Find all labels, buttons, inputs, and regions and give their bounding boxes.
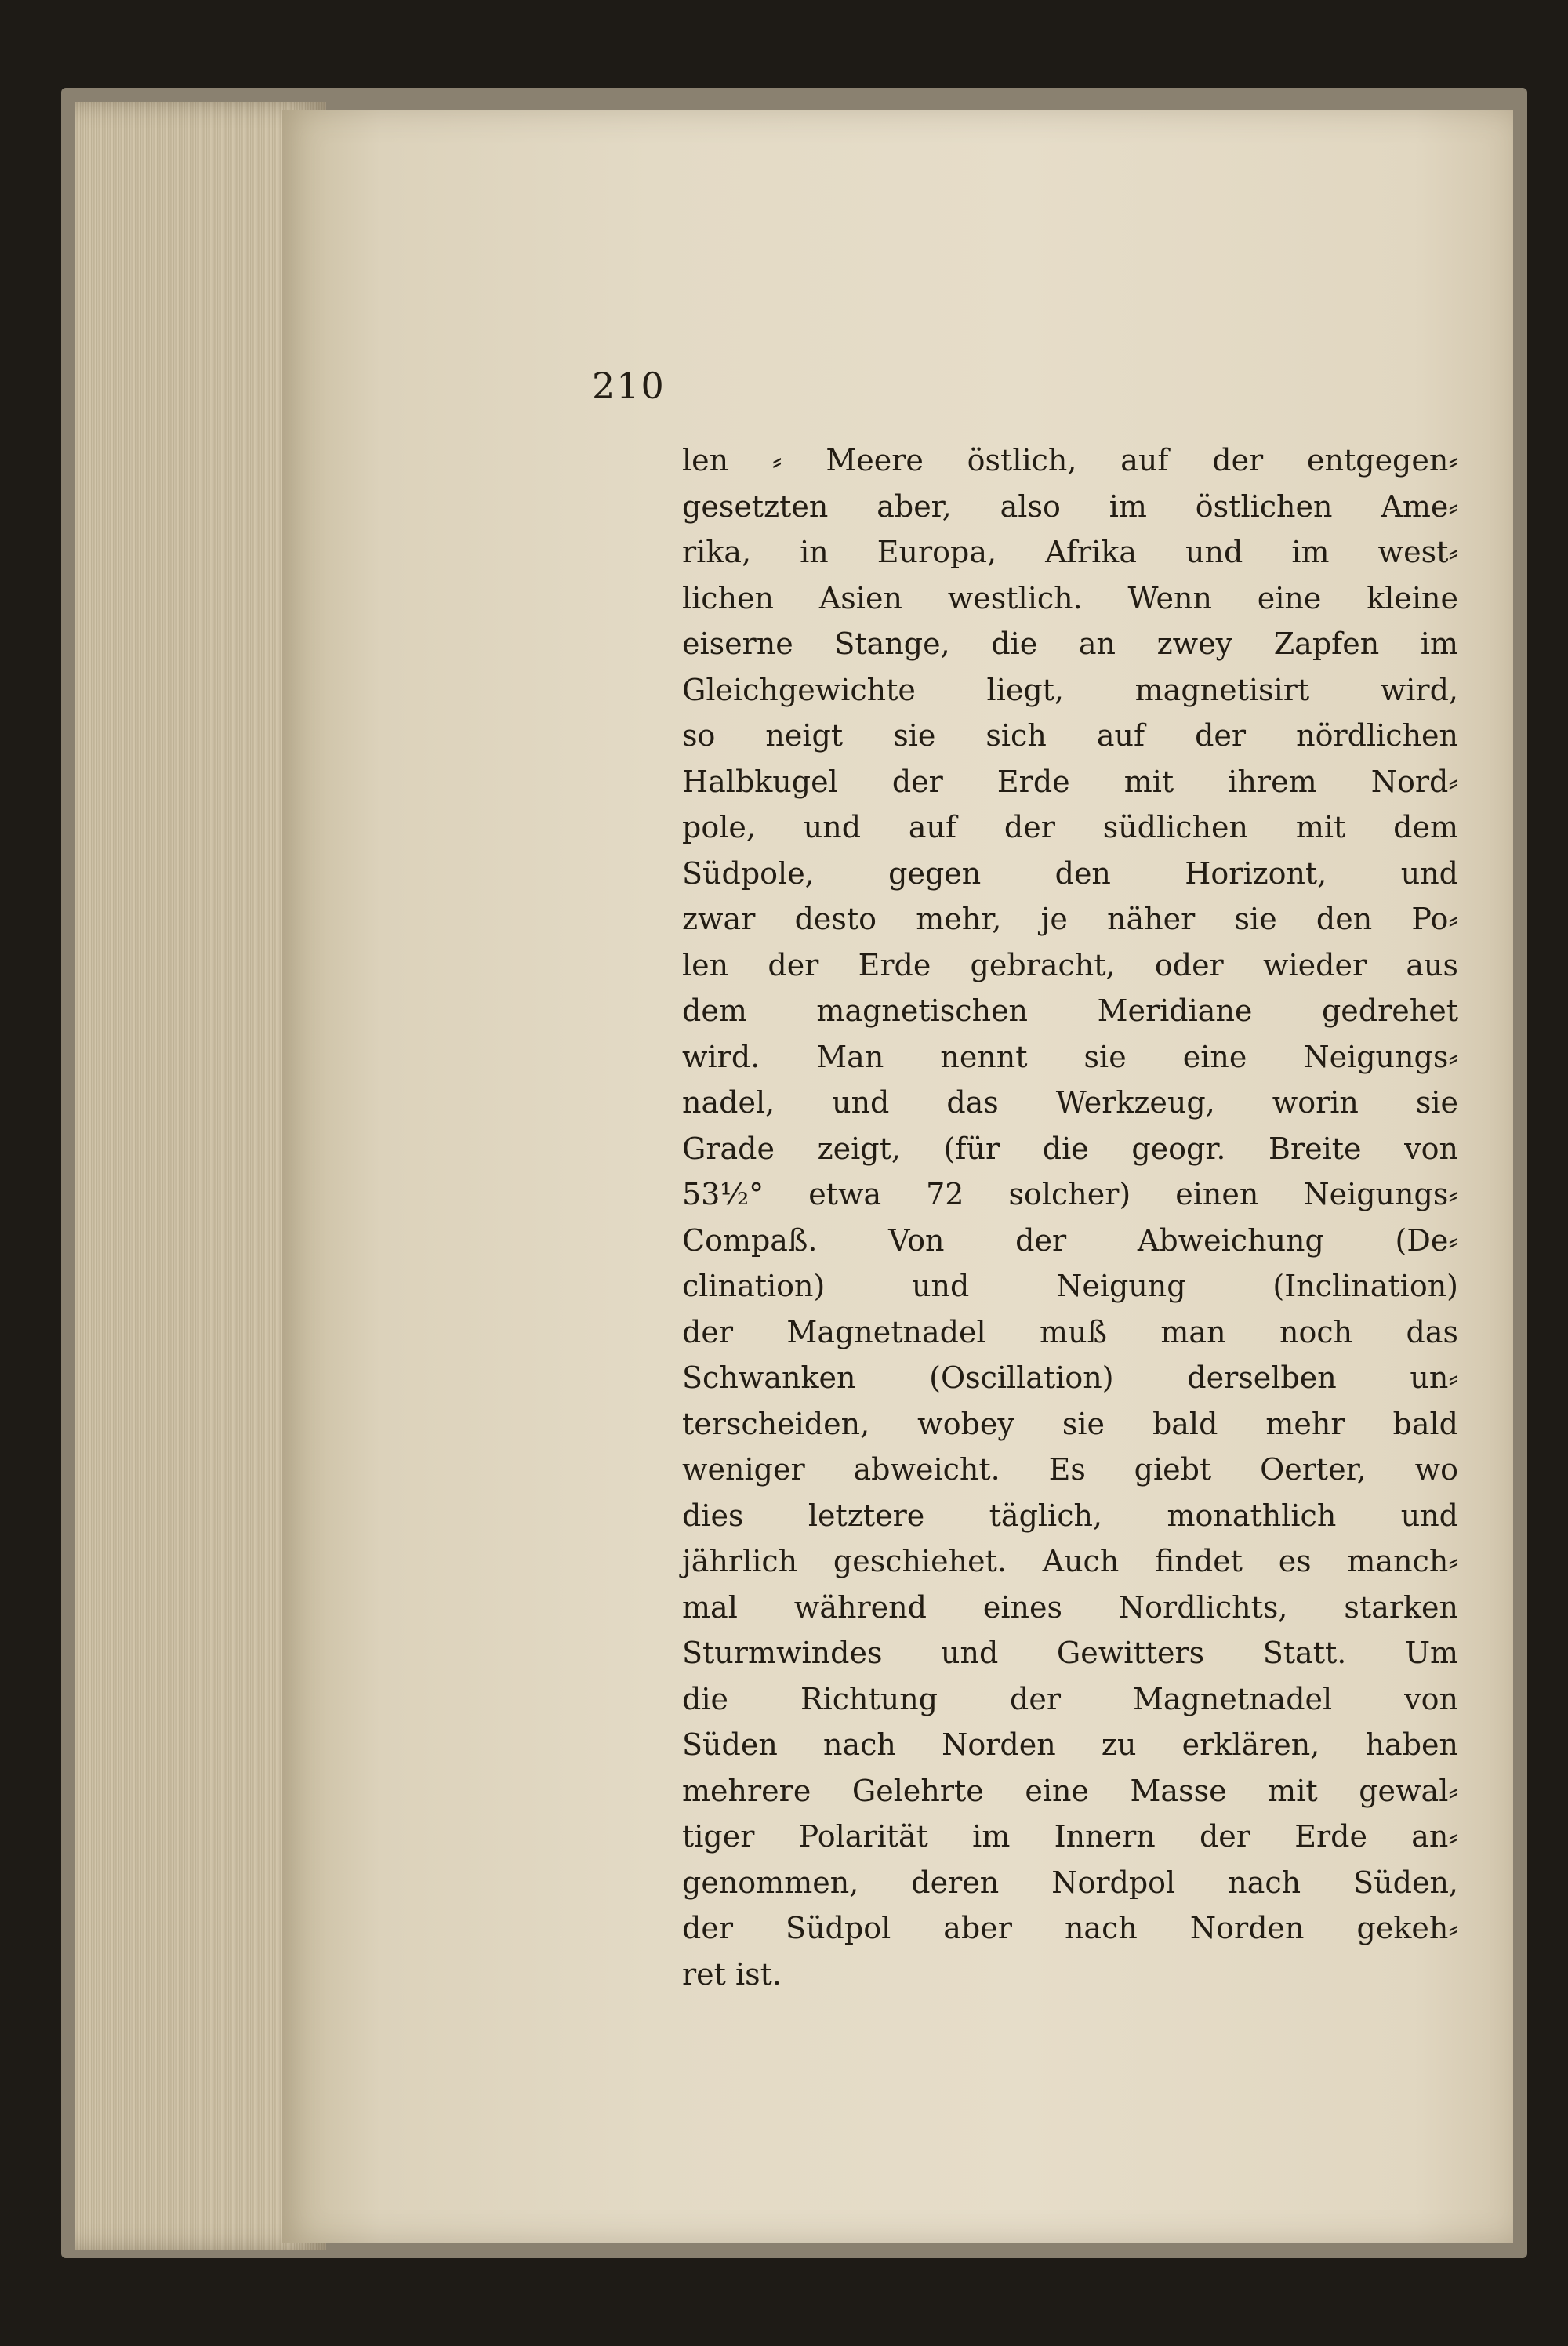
text-line: der Magnetnadel muß man noch das xyxy=(682,1314,1458,1349)
text-line: pole, und auf der südlichen mit dem xyxy=(682,810,1458,844)
text-line: so neigt sie sich auf der nördlichen xyxy=(682,718,1458,753)
text-line: len der Erde gebracht, oder wieder aus xyxy=(682,947,1458,982)
text-line: gesetzten aber, also im östlichen Ame⸗ xyxy=(682,488,1458,524)
text-line: mal während eines Nordlichts, starken xyxy=(682,1589,1458,1625)
page-number: 210 xyxy=(592,365,666,407)
text-line: zwar desto mehr, je näher sie den Po⸗ xyxy=(682,902,1458,936)
text-line: Sturmwindes und Gewitters Statt. Um xyxy=(682,1636,1458,1670)
text-line: tiger Polarität im Innern der Erde an⸗ xyxy=(682,1819,1458,1854)
text-line: weniger abweicht. Es giebt Oerter, wo xyxy=(682,1452,1458,1487)
text-line: Halbkugel der Erde mit ihrem Nord⸗ xyxy=(682,764,1458,799)
text-line: terscheiden, wobey sie bald mehr bald xyxy=(682,1406,1458,1441)
text-line: wird. Man nennt sie eine Neigungs⸗ xyxy=(682,1039,1458,1074)
text-line: ret ist. xyxy=(682,1956,782,1992)
text-line: Compaß. Von der Abweichung (De⸗ xyxy=(682,1222,1458,1258)
text-line: dem magnetischen Meridiane gedrehet xyxy=(682,993,1458,1028)
body-text xyxy=(682,438,1458,1997)
text-line: lichen Asien westlich. Wenn eine kleine xyxy=(682,580,1458,616)
text-line: dies letztere täglich, monathlich und xyxy=(682,1498,1458,1533)
text-line: der Südpol aber nach Norden gekeh⸗ xyxy=(682,1911,1458,1945)
text-line: Schwanken (Oscillation) derselben un⸗ xyxy=(682,1360,1458,1395)
text-line: nadel, und das Werkzeug, worin sie xyxy=(682,1085,1458,1120)
text-line: jährlich geschiehet. Auch findet es manch⸗ xyxy=(682,1544,1458,1578)
text-line: eiserne Stange, die an zwey Zapfen im xyxy=(682,626,1458,661)
text-line: Süden nach Norden zu erklären, haben xyxy=(682,1727,1458,1762)
text-line: 53½° etwa 72 solcher) einen Neigungs⸗ xyxy=(682,1177,1458,1211)
text-line: len ⸗ Meere östlich, auf der entgegen⸗ xyxy=(682,443,1458,478)
text-line: clination) und Neigung (Inclination) xyxy=(682,1269,1458,1303)
text-line: genommen, deren Nordpol nach Süden, xyxy=(682,1865,1458,1900)
text-line: die Richtung der Magnetnadel von xyxy=(682,1681,1458,1716)
text-line: Südpole, gegen den Horizont, und xyxy=(682,855,1458,891)
text-line: Gleichgewichte liegt, magnetisirt wird, xyxy=(682,672,1458,707)
text-line: mehrere Gelehrte eine Masse mit gewal⸗ xyxy=(682,1773,1458,1808)
text-line: Grade zeigt, (für die geogr. Breite von xyxy=(682,1131,1458,1166)
text-line: rika, in Europa, Afrika und im west⸗ xyxy=(682,535,1458,569)
